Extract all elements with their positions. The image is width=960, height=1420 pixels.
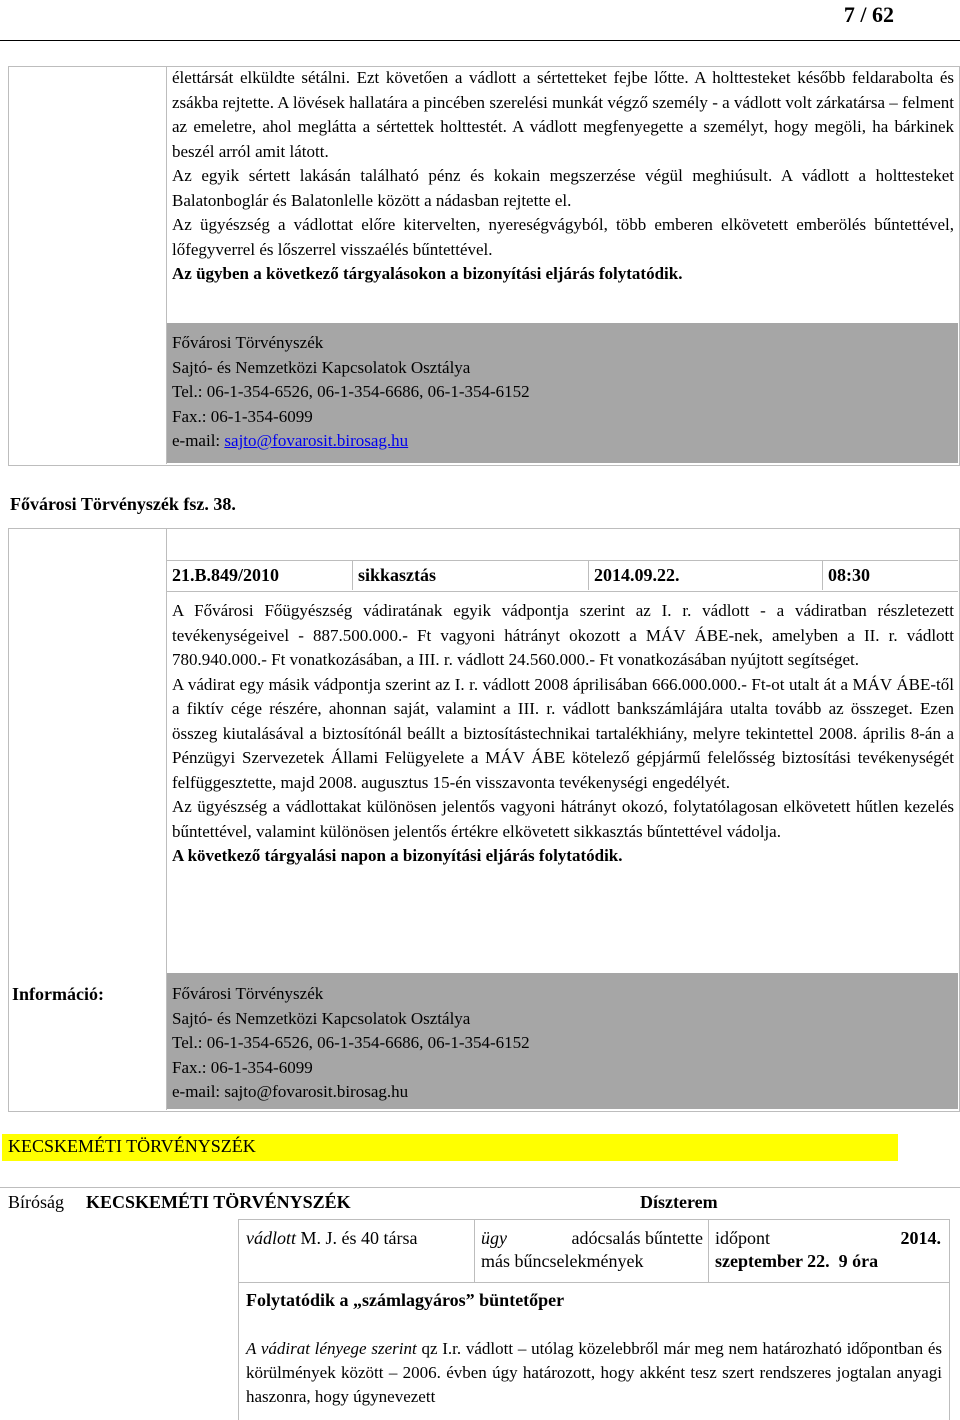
court-row-top-border — [0, 1187, 960, 1188]
time-cell — [715, 1228, 941, 1272]
court-room: Díszterem — [640, 1192, 718, 1212]
contact-dept: Sajtó- és Nemzetközi Kapcsolatok Osztálya — [172, 357, 471, 377]
case-charge-1: adócsalás bűntette — [571, 1228, 703, 1248]
contact-email: e-mail: sajto@fovarosit.birosag.hu — [172, 1082, 409, 1101]
time-label: időpont — [715, 1228, 771, 1248]
body-text: qz I.r. vádlott – utólag közelebbről már meg nem határozható időpontban és körülmények között – 2006. évben úgy határozott, hogy akként tesz szert rendszeres jogtalan anyagi haszonra, hogy úgynevezett — [246, 1339, 942, 1406]
email-link[interactable]: sajto@fovarosit.birosag.hu — [224, 431, 409, 450]
contact-email-row — [172, 429, 530, 454]
bold-note: A következő tárgyalási napon a bizonyítási eljárás folytatódik. — [172, 846, 623, 865]
case-charge-2: más bűncselekmények — [481, 1251, 644, 1271]
case-type: sikkasztás — [358, 565, 437, 585]
paragraph: A vádirat egy másik vádpontja szerint az I. r. vádlott 2008 áprilisában 666.000.000.- Ft-ot utalt át a MÁV ÁBE-től a fiktív cége részére, ahonnan saját, valamint a III. r. vádlott bankszámlájára utalta tovább az összeget. Ezen összeg kiutalásával a biztosítónál beállt a biztosítástechnikai tartalékhiány, melyre tekintettel 2008. április 8-án a Pénzügyi Szervezetek Állami Felügyelete a MÁV ÁBE kötelező gépjármű felelősség biztosítási tevékenységét felfüggesztette, majd 2008. augusztus 15-én visszavonta tevékenységi engedélyét. — [172, 674, 954, 792]
defendant-name: M. J. és 40 társa — [300, 1228, 418, 1248]
court-banner-text: KECSKEMÉTI TÖRVÉNYSZÉK — [8, 1136, 256, 1156]
paragraph: élettársát elküldte sétálni. Ezt követően a vádlott a sértetteket fejbe lőtte. A holttesteket később feldarabolta és zsákba rejtette. A lövések hallatára a pincében szerelési munkát végző személy - a vádlott volt zárkatársa – felment az emeletre, ahol meglátta a sértettek holttestét. A vádlott megfenyegette a személyt, hogy megöli, ha bárkinek beszél arról amit látott. — [172, 68, 954, 161]
case-date: 2014.09.22. — [594, 565, 680, 585]
court-label: Bíróság — [8, 1192, 64, 1212]
case-description-1 — [172, 66, 954, 287]
contact-tel: Tel.: 06-1-354-6526, 06-1-354-6686, 06-1-354-6152 — [172, 382, 530, 401]
info-label: Információ: — [12, 984, 104, 1004]
header-divider — [0, 40, 960, 41]
case-number: 21.B.849/2010 — [172, 565, 280, 585]
contact-org: Fővárosi Törvényszék — [172, 984, 324, 1003]
section-heading: Fővárosi Törvényszék fsz. 38. — [10, 494, 236, 514]
defendant-label: vádlott — [246, 1228, 296, 1248]
court-name: KECSKEMÉTI TÖRVÉNYSZÉK — [86, 1192, 351, 1212]
case-time: 08:30 — [828, 565, 870, 585]
contact-fax: Fax.: 06-1-354-6099 — [172, 406, 313, 426]
case-body — [246, 1337, 942, 1409]
page-number: 7 / 62 — [843, 2, 894, 27]
case-title: Folytatódik a „számlagyáros” büntetőper — [246, 1290, 565, 1310]
defendant-cell — [246, 1228, 417, 1249]
contact-info-2 — [172, 982, 530, 1105]
contact-org: Fővárosi Törvényszék — [172, 333, 324, 352]
case-label: ügy — [481, 1228, 507, 1248]
paragraph: Az ügyészség a vádlottat előre kitervelten, nyereségvágyból, több emberen elkövetett emberölés bűntettével, lőfegyverrel és lőszerrel visszaélés bűntettével. — [172, 215, 954, 259]
time-rest: szeptember 22. 9 óra — [715, 1251, 879, 1271]
case-cell — [481, 1228, 703, 1272]
body-italic-lead: A vádirat lényege szerint — [246, 1339, 417, 1358]
paragraph: Az ügyészség a vádlottakat különösen jelentős vagyoni hátrányt okozó, folytatólagosan elkövetett hűtlen kezelés bűntettével, valamint különösen jelentős értékre elkövetett sikkasztás bűntettével vádolja. — [172, 797, 954, 841]
bold-note: Az ügyben a következő tárgyalásokon a bizonyítási eljárás folytatódik. — [172, 264, 683, 283]
email-label: e-mail: — [172, 431, 225, 450]
contact-dept: Sajtó- és Nemzetközi Kapcsolatok Osztálya — [172, 1008, 471, 1028]
case-description-2 — [172, 599, 954, 869]
contact-fax: Fax.: 06-1-354-6099 — [172, 1057, 313, 1077]
contact-tel: Tel.: 06-1-354-6526, 06-1-354-6686, 06-1-354-6152 — [172, 1033, 530, 1052]
paragraph: Az egyik sértett lakásán található pénz és kokain megszerzése végül meghiúsult. A vádlott a holttesteket Balatonboglár és Balatonlelle között a nádasban rejtette el. — [172, 166, 954, 210]
time-year: 2014. — [900, 1228, 941, 1248]
paragraph: A Fővárosi Főügyészség vádiratának egyik vádpontja szerint az I. r. vádlott - a vádiratban részletezett tevékenységeivel - 887.500.000.- Ft vagyoni hátrányt okozott a MÁV ÁBE-nek, amelyben a II. r. vádlott 780.940.000.- Ft vonatkozásában, a III. r. vádlott 24.560.000.- Ft vonatkozásában nyújtott segítséget. — [172, 601, 954, 669]
contact-info-1 — [172, 331, 530, 454]
